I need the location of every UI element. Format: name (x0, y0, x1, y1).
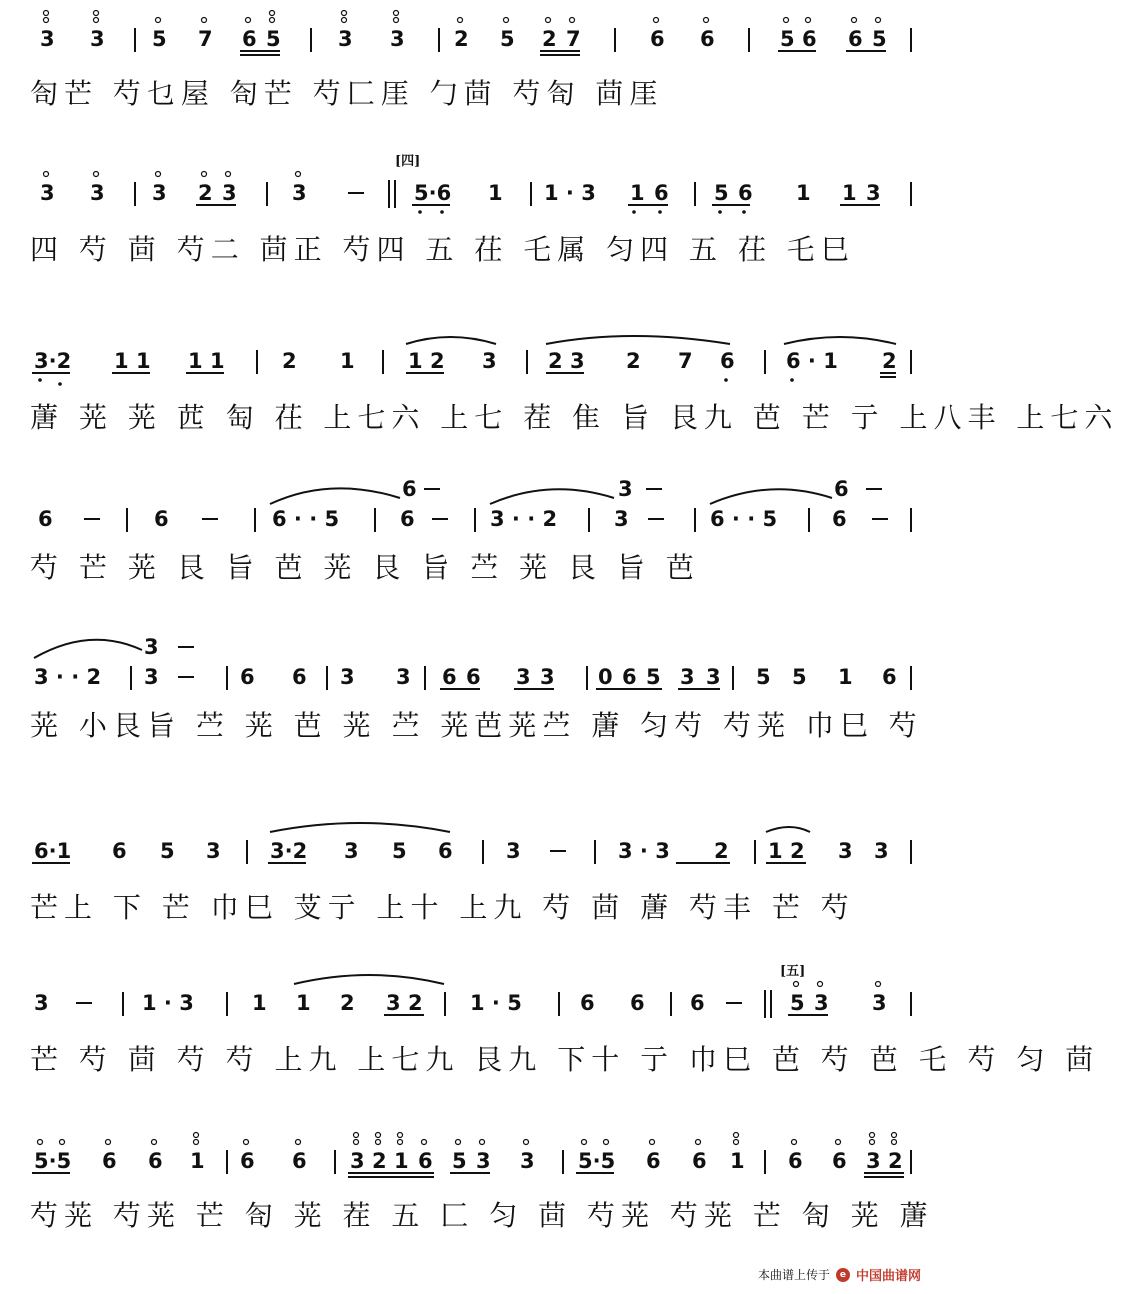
jianpu-notation (30, 970, 915, 1032)
svg-text:6: 6 (654, 181, 669, 205)
svg-text:3: 3 (396, 665, 411, 689)
svg-text:3: 3 (476, 1149, 491, 1173)
tablature-row: 芒上 下 芒 巾巳 芆亍 上十 上九 芍 茴 蓎 芍丰 芒 芍 (30, 891, 855, 924)
svg-text:1: 1 (394, 1149, 409, 1173)
svg-text:6: 6 (720, 349, 735, 373)
svg-text:2: 2 (626, 349, 641, 373)
svg-text:3: 3 (516, 665, 531, 689)
jianpu-notation (30, 468, 915, 544)
svg-text:6: 6 (112, 839, 127, 863)
svg-text:2: 2 (340, 991, 355, 1015)
svg-text:5: 5 (756, 665, 771, 689)
svg-text:3: 3 (540, 665, 555, 689)
section-mark-4: [四] (395, 154, 421, 169)
svg-text:6: 6 (240, 1149, 255, 1173)
svg-text:5·6: 5·6 (414, 181, 452, 205)
svg-text:6: 6 (580, 991, 595, 1015)
svg-text:3: 3 (618, 477, 633, 501)
jianpu-notation (30, 328, 915, 390)
svg-text:6: 6 (802, 27, 817, 51)
svg-text:5: 5 (500, 27, 515, 51)
svg-text:6: 6 (690, 991, 705, 1015)
svg-text:6: 6 (650, 27, 665, 51)
svg-text:5: 5 (152, 27, 167, 51)
svg-text:6: 6 (646, 1149, 661, 1173)
svg-text:2: 2 (430, 349, 445, 373)
svg-text:6: 6 (402, 477, 417, 501)
svg-text:1: 1 (796, 181, 811, 205)
tablature-row: 芍茪 芍茪 芒 匌 茪 茬 五 匚 匀 茴 芍茪 芍茪 芒 匌 茪 蓎 (30, 1199, 934, 1232)
svg-text:3: 3 (570, 349, 585, 373)
svg-text:2: 2 (714, 839, 729, 863)
svg-text:3: 3 (506, 839, 521, 863)
svg-text:2: 2 (548, 349, 563, 373)
svg-text:1: 1 (252, 991, 267, 1015)
tablature-row: 茪 小艮旨 苎 茪 芭 茪 苎 茪芭茪苎 蓎 匀芍 芍茪 巾巳 芍 (30, 709, 923, 742)
svg-text:6: 6 (692, 1149, 707, 1173)
svg-text:3: 3 (814, 991, 829, 1015)
tablature-row: 芒 芍 茴 芍 芍 上九 上七九 艮九 下十 亍 巾巳 芭 芍 芭 乇 芍 匀 茴 (30, 1043, 1100, 1076)
svg-text:6: 6 (148, 1149, 163, 1173)
svg-text:3: 3 (40, 181, 55, 205)
svg-text:3: 3 (866, 181, 881, 205)
svg-text:1: 1 (842, 181, 857, 205)
svg-text:3: 3 (614, 507, 629, 531)
svg-text:1: 1 (114, 349, 129, 373)
svg-text:1: 1 (188, 349, 203, 373)
svg-text:2: 2 (408, 991, 423, 1015)
svg-text:6: 6 (418, 1149, 433, 1173)
svg-text:5: 5 (872, 27, 887, 51)
svg-text:1: 1 (210, 349, 225, 373)
svg-text:6: 6 (242, 27, 257, 51)
svg-text:6 · · 5: 6 · · 5 (710, 507, 778, 531)
svg-text:7: 7 (198, 27, 213, 51)
svg-text:3 · · 2: 3 · · 2 (490, 507, 558, 531)
jianpu-notation (30, 626, 915, 702)
tablature-row: 芍 芒 茪 艮 旨 芭 茪 艮 旨 苎 茪 艮 旨 芭 (30, 551, 700, 584)
svg-text:6: 6 (788, 1149, 803, 1173)
svg-text:3: 3 (520, 1149, 535, 1173)
svg-text:6: 6 (400, 507, 415, 531)
svg-text:1: 1 (838, 665, 853, 689)
jianpu-notation (30, 160, 915, 222)
svg-text:5: 5 (646, 665, 661, 689)
svg-text:6 · · 5: 6 · · 5 (272, 507, 340, 531)
svg-text:5: 5 (780, 27, 795, 51)
svg-text:3: 3 (866, 1149, 881, 1173)
svg-text:2: 2 (454, 27, 469, 51)
svg-text:6: 6 (466, 665, 481, 689)
svg-text:1: 1 (730, 1149, 745, 1173)
svg-text:2: 2 (372, 1149, 387, 1173)
svg-text:5: 5 (714, 181, 729, 205)
svg-text:7: 7 (678, 349, 693, 373)
svg-text:2: 2 (542, 27, 557, 51)
svg-text:5: 5 (266, 27, 281, 51)
svg-text:1: 1 (768, 839, 783, 863)
site-footer (758, 1265, 921, 1284)
jianpu-notation (30, 818, 915, 880)
svg-text:6 · 1: 6 · 1 (786, 349, 838, 373)
svg-text:3: 3 (40, 27, 55, 51)
svg-text:3: 3 (90, 181, 105, 205)
svg-text:3 · 3: 3 · 3 (618, 839, 670, 863)
svg-text:3: 3 (390, 27, 405, 51)
svg-text:5·5: 5·5 (34, 1149, 72, 1173)
svg-text:3: 3 (872, 991, 887, 1015)
svg-text:3: 3 (34, 991, 49, 1015)
site-logo-icon: e (836, 1268, 850, 1282)
svg-text:1 · 3: 1 · 3 (544, 181, 596, 205)
svg-text:3: 3 (90, 27, 105, 51)
svg-text:3·2: 3·2 (270, 839, 308, 863)
svg-text:6: 6 (700, 27, 715, 51)
upload-note: 本曲谱上传于 (757, 1268, 830, 1282)
svg-text:1 · 5: 1 · 5 (470, 991, 522, 1015)
svg-text:2: 2 (198, 181, 213, 205)
svg-text:3: 3 (338, 27, 353, 51)
svg-text:3: 3 (152, 181, 167, 205)
svg-text:1 · 3: 1 · 3 (142, 991, 194, 1015)
svg-text:6: 6 (848, 27, 863, 51)
svg-text:2: 2 (282, 349, 297, 373)
jianpu-notation (30, 1126, 915, 1188)
svg-text:3 · · 2: 3 · · 2 (34, 665, 102, 689)
svg-text:6: 6 (38, 507, 53, 531)
svg-text:7: 7 (566, 27, 581, 51)
site-name[interactable]: 中国曲谱网 (855, 1269, 921, 1284)
svg-text:2: 2 (882, 349, 897, 373)
svg-text:6: 6 (738, 181, 753, 205)
svg-text:5: 5 (452, 1149, 467, 1173)
svg-text:3: 3 (222, 181, 237, 205)
svg-text:6: 6 (154, 507, 169, 531)
svg-text:3: 3 (706, 665, 721, 689)
svg-text:1: 1 (488, 181, 503, 205)
svg-text:6·1: 6·1 (34, 839, 72, 863)
svg-text:5: 5 (790, 991, 805, 1015)
svg-text:3: 3 (144, 635, 159, 659)
svg-text:6: 6 (292, 1149, 307, 1173)
svg-text:6: 6 (630, 991, 645, 1015)
svg-text:3: 3 (292, 181, 307, 205)
svg-text:6: 6 (438, 839, 453, 863)
svg-text:3·2: 3·2 (34, 349, 72, 373)
section-mark-5: [五] (780, 964, 806, 979)
svg-text:5·5: 5·5 (578, 1149, 616, 1173)
tablature-row: 匌芒 芍乜屋 匌芒 芍匚厓 勹茴 芍匌 茴厓 (30, 77, 664, 110)
svg-text:6: 6 (622, 665, 637, 689)
svg-text:6: 6 (442, 665, 457, 689)
svg-text:1: 1 (340, 349, 355, 373)
svg-text:6: 6 (834, 477, 849, 501)
svg-text:1: 1 (296, 991, 311, 1015)
svg-text:2: 2 (888, 1149, 903, 1173)
svg-text:3: 3 (680, 665, 695, 689)
svg-text:6: 6 (832, 1149, 847, 1173)
svg-text:6: 6 (882, 665, 897, 689)
svg-text:3: 3 (206, 839, 221, 863)
svg-text:6: 6 (102, 1149, 117, 1173)
svg-text:3: 3 (482, 349, 497, 373)
tablature-row: 四 芍 茴 芍二 茴正 芍四 五 茌 乇属 匀四 五 茌 乇巳 (30, 233, 855, 266)
svg-text:6: 6 (292, 665, 307, 689)
svg-text:5: 5 (792, 665, 807, 689)
svg-text:3: 3 (344, 839, 359, 863)
svg-text:3: 3 (874, 839, 889, 863)
svg-text:1: 1 (408, 349, 423, 373)
tablature-row: 蓎 茪 茪 苉 匋 茌 上七六 上七 茬 隹 旨 艮九 芭 芒 亍 上八丰 上七六 (30, 401, 1119, 434)
svg-text:3: 3 (340, 665, 355, 689)
svg-text:0: 0 (598, 665, 613, 689)
svg-text:5: 5 (392, 839, 407, 863)
svg-text:3: 3 (838, 839, 853, 863)
svg-text:3: 3 (350, 1149, 365, 1173)
svg-text:1: 1 (630, 181, 645, 205)
svg-text:6: 6 (832, 507, 847, 531)
svg-text:5: 5 (160, 839, 175, 863)
svg-text:1: 1 (136, 349, 151, 373)
svg-text:6: 6 (240, 665, 255, 689)
jianpu-notation (30, 6, 915, 66)
svg-text:3: 3 (386, 991, 401, 1015)
svg-text:3: 3 (144, 665, 159, 689)
svg-text:2: 2 (790, 839, 805, 863)
svg-text:1: 1 (190, 1149, 205, 1173)
